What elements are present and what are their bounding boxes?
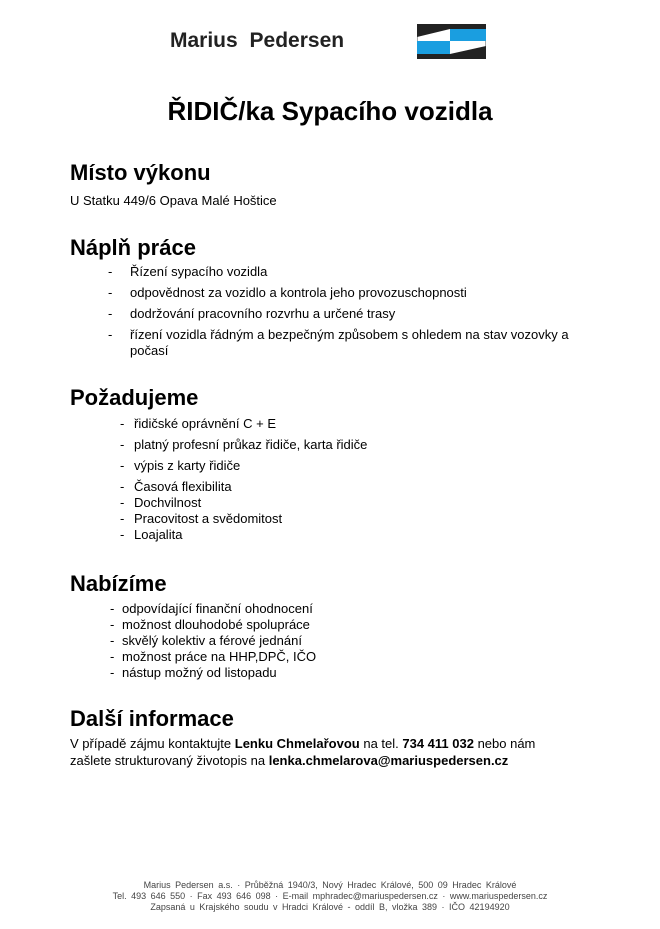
heading-dalsi: Další informace [70,706,234,731]
list-item: - nástup možný od listopadu [110,665,316,681]
contact-name: Lenku Chmelařovou [234,736,360,751]
footer-line: Tel. 493 646 550 · Fax 493 646 098 · E-mail mphradec@mariuspedersen.cz · www.mariuspedersen.cz [112,891,548,901]
list-item: - možnost práce na HHP,DPČ, IČO [110,649,316,665]
footer-line: Zapsaná u Krajského soudu v Hradci Králové - oddíl B, vložka 389 · IČO 42194920 [150,902,510,912]
offers-list [110,601,316,681]
list-item: - Časová flexibilita [120,479,367,495]
list-item: - řidičské oprávnění C + E [120,416,367,432]
list-item: - řízení vozidla řádným a bezpečným způsobem s ohledem na stav vozovky a počasí [108,327,588,359]
list-item: - Pracovitost a svědomitost [120,511,367,527]
list-item: - odpovědnost za vozidlo a kontrola jeho provozuschopnosti [108,285,588,301]
contact-paragraph [70,735,570,769]
list-item: - Řízení sypacího vozidla [108,264,588,280]
requirements-list [120,416,367,543]
contact-text: nebo nám zašlete strukturovaný životopis na [70,736,536,768]
list-item: - platný profesní průkaz řidiče, karta řidiče [120,437,367,453]
location-text: U Statku 449/6 Opava Malé Hoštice [70,193,277,208]
list-item: - dodržování pracovního rozvrhu a určené trasy [108,306,588,322]
contact-email-link[interactable]: lenka.chmelarova@mariuspedersen.cz [268,753,509,768]
contact-phone: 734 411 032 [402,736,474,751]
contact-text: V případě zájmu kontaktujte [70,736,235,751]
list-item: - Dochvilnost [120,495,367,511]
heading-nabizime: Nabízíme [70,571,167,596]
footer [0,880,660,913]
contact-text: na tel. [359,736,403,751]
footer-line: Marius Pedersen a.s. · Průběžná 1940/3, Nový Hradec Králové, 500 09 Hradec Králové [143,880,517,890]
duties-list [108,264,588,359]
list-item: - Loajalita [120,527,367,543]
list-item: - odpovídající finanční ohodnocení [110,601,316,617]
list-item: - možnost dlouhodobé spolupráce [110,617,316,633]
list-item: - výpis z karty řidiče [120,458,367,474]
heading-pozadujeme: Požadujeme [70,385,199,410]
brand-name: Marius Pedersen [170,29,345,52]
heading-misto: Místo výkonu [70,160,211,185]
page-title: ŘIDIČ/ka Sypacího vozidla [167,96,493,126]
heading-napln: Náplň práce [70,235,196,260]
list-item: - skvělý kolektiv a férové jednání [110,633,316,649]
company-logo-icon [417,24,486,59]
